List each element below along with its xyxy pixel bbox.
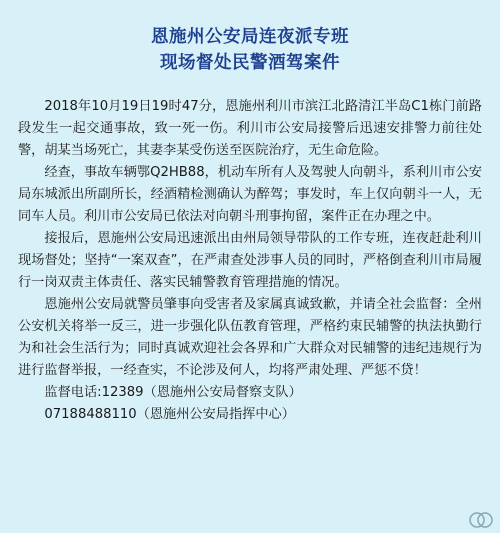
contact-line-command-center: 07188488110（恩施州公安局指挥中心） [44,407,295,422]
page-title-line-1: 恩施州公安局连夜派专班 [151,27,349,47]
paragraph-investigation: 经查，事故车辆鄂Q2HB88，机动车所有人及驾驶人向朝斗，系利川市公安局东城派出所副所长，经酒精检测确认为醉驾；事发时，车上仅向朝斗一人，无同车人员。利川市公安局已依法对向朝斗刑事拘留，案件正在办理之中。 [18,165,482,224]
title-block [18,24,482,76]
page-title-line-2: 现场督处民警酒驾案件 [160,53,340,73]
paragraph-response: 接报后，恩施州公安局迅速派出由州局领导带队的工作专班，连夜赶赴利川现场督处；坚持“一案双查”，在严肃查处涉事人员的同时，严格倒查利川市局履行一岗双责主体责任、落实民辅警教育管理措施的情况。 [18,231,482,290]
contact-line-supervision: 监督电话:12389（恩施州公安局督察支队） [44,385,302,400]
watermark-logo-icon [468,509,494,531]
paragraph-apology: 恩施州公安局就警员肇事向受害者及家属真诚致歉，并请全社会监督：全州公安机关将举一反三，进一步强化队伍教育管理，严格约束民辅警的执法执勤行为和社会生活行为；同时真诚欢迎社会各界和广大群众对民辅警的违纪违规行为进行监督举报，一经查实，不论涉及何人，均将严肃处理、严惩不贷！ [18,297,482,378]
paragraph-incident: 2018年10月19日19时47分，恩施州利川市滨江北路清江半岛C1栋门前路段发生一起交通事故，致一死一伤。利川市公安局接警后迅速安排警力前往处警，胡某当场死亡，其妻李某受伤送至医院治疗，无生命危险。 [18,99,482,158]
